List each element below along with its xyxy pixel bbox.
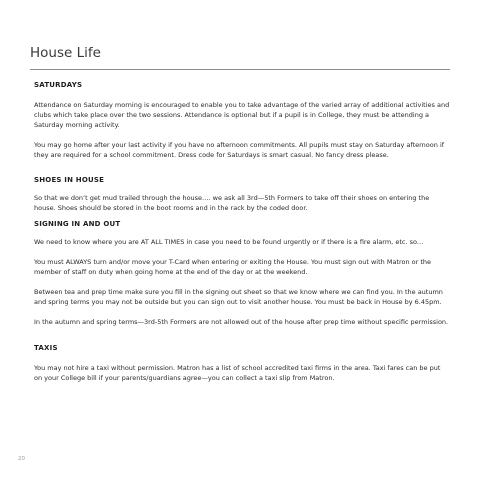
content-body	[34, 80, 450, 383]
section-heading-shoes: SHOES IN HOUSE	[34, 176, 105, 184]
paragraph-signing-whereabouts: We need to know where you are AT ALL TIMES in case you need to be found urgently or if there is a fire alarm, etc. so…	[34, 238, 424, 246]
paragraph-saturdays-attendance: Attendance on Saturday morning is encouraged to enable you to take advantage of the varied array of additional activities and clubs which take place over the two sessions. Attendance is optional but if a pupil is in College, they must be attending a Saturday morning activity.	[34, 101, 450, 129]
section-heading-taxis: TAXIS	[34, 344, 58, 352]
page-title: House Life	[30, 45, 101, 61]
paragraph-signing-tcard: You must ALWAYS turn and/or move your T-Card when entering or exiting the House. You must sign out with Matron or the member of staff on duty when going home at the end of the day or at the weekend.	[34, 258, 432, 276]
title-divider	[30, 69, 450, 70]
section-heading-signing: SIGNING IN AND OUT	[34, 220, 121, 228]
paragraph-saturdays-home: You may go home after your last activity if you have no afternoon commitments. All pupils must stay on Saturday afternoon if they are required for a school commitment. Dress code for Saturdays is smart casual. No fancy dress please.	[34, 141, 445, 159]
section-signing-in-out	[34, 219, 450, 327]
section-taxis	[34, 343, 450, 383]
paragraph-taxis: You may not hire a taxi without permission. Matron has a list of school accredited taxi firms in the area. Taxi fares can be put on your College bill if your parents/guardians agree—you can collect a taxi slip from Matron.	[34, 364, 441, 382]
section-saturdays	[34, 80, 450, 160]
section-shoes-in-house	[34, 175, 450, 213]
paragraph-signing-prep: In the autumn and spring terms—3rd-5th Formers are not allowed out of the house after prep time without specific permission.	[34, 318, 449, 326]
paragraph-shoes: So that we don’t get mud trailed through the house…. we ask all 3rd—5th Formers to take off their shoes on entering the house. Shoes should be stored in the boot rooms and in the rack by the coded door.	[34, 194, 430, 212]
section-heading-saturdays: SATURDAYS	[34, 81, 83, 89]
page-number: 20	[18, 456, 25, 462]
paragraph-signing-sheet: Between tea and prep time make sure you fill in the signing out sheet so that we know where we can find you. In the autumn and spring terms you may not be outside but you can sign out to visit another house. You must be back in House by 6.45pm.	[34, 288, 443, 306]
